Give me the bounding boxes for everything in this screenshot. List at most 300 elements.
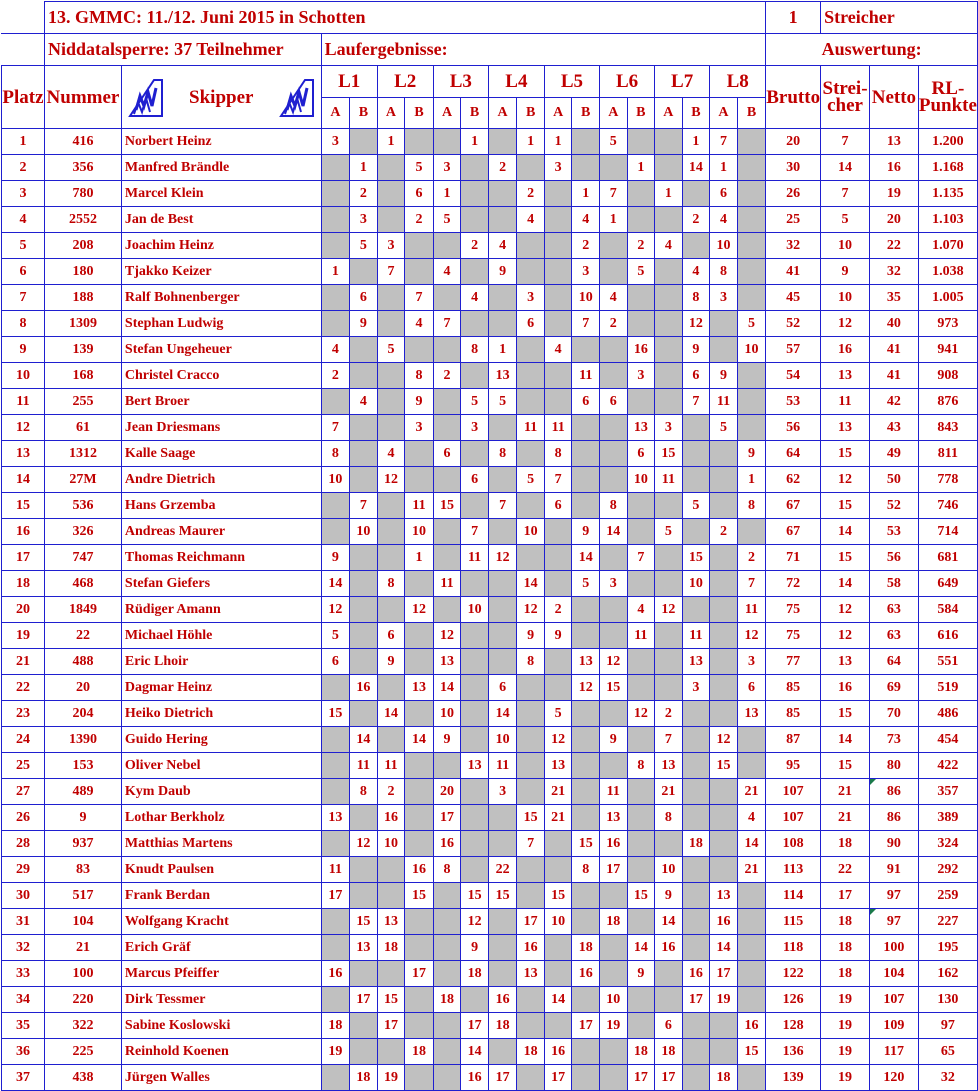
- brutto-cell: 30: [766, 155, 821, 181]
- nummer-cell: 2552: [44, 207, 121, 233]
- table-row: [2, 233, 978, 259]
- race-header-l7: L7: [655, 66, 710, 98]
- result-l3-b: [461, 181, 489, 207]
- result-l7-a: 13: [655, 753, 683, 779]
- result-l1-a: [321, 675, 350, 701]
- result-l6-a: [600, 233, 628, 259]
- netto-cell: 53: [869, 519, 918, 545]
- result-l6-b: 16: [627, 337, 655, 363]
- result-l1-b: 18: [350, 1065, 378, 1091]
- result-l6-a: 3: [600, 571, 628, 597]
- netto-cell: 90: [869, 831, 918, 857]
- result-l8-b: 9: [737, 441, 766, 467]
- result-l8-a: 19: [710, 987, 738, 1013]
- result-l5-b: 5: [572, 571, 600, 597]
- streicher-cell: 15: [821, 701, 870, 727]
- result-l3-a: 2: [433, 363, 461, 389]
- result-l8-b: 4: [737, 805, 766, 831]
- result-l5-b: [572, 597, 600, 623]
- result-l1-a: [321, 935, 350, 961]
- result-l3-a: [433, 961, 461, 987]
- sub-header-l4-a: A: [488, 98, 517, 129]
- result-l8-b: 21: [737, 779, 766, 805]
- col-header-streicher: [821, 66, 870, 129]
- result-l7-a: [655, 545, 683, 571]
- rl-punkte-cell: 162: [918, 961, 977, 987]
- result-l2-a: [377, 519, 405, 545]
- table-row: [2, 623, 978, 649]
- result-l1-b: [350, 363, 378, 389]
- netto-cell: 86: [869, 779, 918, 805]
- result-l2-a: 12: [377, 467, 405, 493]
- result-l8-a: 2: [710, 519, 738, 545]
- result-l8-a: [710, 571, 738, 597]
- result-l3-b: [461, 987, 489, 1013]
- brutto-cell: 71: [766, 545, 821, 571]
- result-l6-b: 2: [627, 233, 655, 259]
- sub-header-l5-a: A: [544, 98, 572, 129]
- netto-cell: 58: [869, 571, 918, 597]
- sub-header-l2-a: A: [377, 98, 405, 129]
- table-row: [2, 857, 978, 883]
- streicher-cell: 12: [821, 467, 870, 493]
- result-l4-a: [488, 519, 517, 545]
- result-l4-a: [488, 909, 517, 935]
- result-l8-b: 12: [737, 623, 766, 649]
- result-l6-b: 11: [627, 623, 655, 649]
- result-l6-a: [600, 961, 628, 987]
- result-l7-b: [682, 519, 710, 545]
- result-l6-b: 14: [627, 935, 655, 961]
- result-l6-b: 6: [627, 441, 655, 467]
- skipper-name: Frank Berdan: [121, 883, 321, 909]
- platz-cell: 27: [2, 779, 45, 805]
- table-row: [2, 805, 978, 831]
- brutto-cell: 26: [766, 181, 821, 207]
- nummer-cell: 188: [44, 285, 121, 311]
- skipper-name: Matthias Martens: [121, 831, 321, 857]
- nummer-cell: 255: [44, 389, 121, 415]
- table-row: [2, 545, 978, 571]
- result-l1-b: 16: [350, 675, 378, 701]
- result-l5-b: [572, 883, 600, 909]
- table-row: [2, 779, 978, 805]
- result-l4-a: 2: [488, 155, 517, 181]
- result-l7-a: [655, 623, 683, 649]
- netto-cell: 63: [869, 623, 918, 649]
- result-l1-b: [350, 415, 378, 441]
- table-row: [2, 1065, 978, 1091]
- table-row: [2, 909, 978, 935]
- result-l3-a: [433, 519, 461, 545]
- result-l7-b: 12: [682, 311, 710, 337]
- skipper-name: Kalle Saage: [121, 441, 321, 467]
- result-l6-a: 14: [600, 519, 628, 545]
- result-l4-b: 4: [517, 207, 545, 233]
- platz-cell: 8: [2, 311, 45, 337]
- brutto-cell: 95: [766, 753, 821, 779]
- rl-punkte-cell: 1.038: [918, 259, 977, 285]
- result-l6-a: 2: [600, 311, 628, 337]
- nummer-cell: 104: [44, 909, 121, 935]
- rl-punkte-cell: 1.005: [918, 285, 977, 311]
- result-l5-b: 10: [572, 285, 600, 311]
- result-l6-b: 18: [627, 1039, 655, 1065]
- table-row: [2, 597, 978, 623]
- result-l6-a: [600, 1065, 628, 1091]
- streicher-cell: 13: [821, 649, 870, 675]
- result-l1-a: 13: [321, 805, 350, 831]
- result-l2-b: [405, 805, 434, 831]
- result-l1-b: 9: [350, 311, 378, 337]
- result-l1-a: 12: [321, 597, 350, 623]
- result-l2-b: [405, 1065, 434, 1091]
- result-l6-b: [627, 571, 655, 597]
- result-l5-b: [572, 701, 600, 727]
- result-l5-b: [572, 909, 600, 935]
- brutto-cell: 20: [766, 129, 821, 155]
- platz-cell: 13: [2, 441, 45, 467]
- result-l4-b: [517, 857, 545, 883]
- result-l7-b: [682, 935, 710, 961]
- result-l2-a: [377, 363, 405, 389]
- rl-punkte-cell: 195: [918, 935, 977, 961]
- streicher-cell: 7: [821, 129, 870, 155]
- result-l4-b: 13: [517, 961, 545, 987]
- streicher-cell: 16: [821, 337, 870, 363]
- table-row: [2, 337, 978, 363]
- result-l8-b: 21: [737, 857, 766, 883]
- result-l1-a: 9: [321, 545, 350, 571]
- result-l3-a: 11: [433, 571, 461, 597]
- result-l1-b: [350, 649, 378, 675]
- result-l5-b: [572, 753, 600, 779]
- table-row: [2, 389, 978, 415]
- result-l5-a: [544, 857, 572, 883]
- result-l3-a: [433, 1039, 461, 1065]
- result-l5-a: [544, 675, 572, 701]
- nummer-cell: 1312: [44, 441, 121, 467]
- result-l6-b: [627, 181, 655, 207]
- result-l7-a: 2: [655, 701, 683, 727]
- brutto-cell: 62: [766, 467, 821, 493]
- result-l1-b: 17: [350, 987, 378, 1013]
- result-l8-a: [710, 467, 738, 493]
- brutto-cell: 77: [766, 649, 821, 675]
- netto-cell: 104: [869, 961, 918, 987]
- result-l3-b: [461, 311, 489, 337]
- result-l2-a: [377, 597, 405, 623]
- result-l2-b: 2: [405, 207, 434, 233]
- result-l1-a: 14: [321, 571, 350, 597]
- result-l1-a: [321, 155, 350, 181]
- result-l4-b: [517, 675, 545, 701]
- result-l2-a: 1: [377, 129, 405, 155]
- result-l1-a: 19: [321, 1039, 350, 1065]
- result-l8-b: [737, 935, 766, 961]
- result-l2-b: 13: [405, 675, 434, 701]
- result-l6-b: 7: [627, 545, 655, 571]
- table-row: [2, 441, 978, 467]
- skipper-name: Manfred Brändle: [121, 155, 321, 181]
- netto-cell: 13: [869, 129, 918, 155]
- result-l1-a: [321, 285, 350, 311]
- result-l4-a: [488, 649, 517, 675]
- result-l6-b: [627, 857, 655, 883]
- streicher-cell: 7: [821, 181, 870, 207]
- result-l3-a: 9: [433, 727, 461, 753]
- skipper-name: Andre Dietrich: [121, 467, 321, 493]
- race-header-l8: L8: [710, 66, 766, 98]
- result-l3-b: [461, 805, 489, 831]
- skipper-name: Rüdiger Amann: [121, 597, 321, 623]
- result-l3-b: [461, 441, 489, 467]
- result-l1-a: 10: [321, 467, 350, 493]
- rl-punkte-cell: 584: [918, 597, 977, 623]
- result-l1-b: [350, 1013, 378, 1039]
- result-l3-b: 7: [461, 519, 489, 545]
- result-l3-a: [433, 753, 461, 779]
- result-l4-a: 11: [488, 753, 517, 779]
- result-l4-b: 16: [517, 935, 545, 961]
- result-l1-a: 18: [321, 1013, 350, 1039]
- result-l7-b: [682, 415, 710, 441]
- streicher-label: Streicher: [821, 2, 978, 34]
- result-l3-b: 13: [461, 753, 489, 779]
- result-l5-b: 16: [572, 961, 600, 987]
- result-l8-a: 16: [710, 909, 738, 935]
- result-l1-a: 6: [321, 649, 350, 675]
- result-l1-b: 6: [350, 285, 378, 311]
- sub-header-l2-b: B: [405, 98, 434, 129]
- result-l6-a: [600, 467, 628, 493]
- result-l8-a: [710, 493, 738, 519]
- result-l3-b: 5: [461, 389, 489, 415]
- result-l5-a: [544, 1013, 572, 1039]
- result-l5-a: 2: [544, 597, 572, 623]
- skipper-name: Knudt Paulsen: [121, 857, 321, 883]
- result-l4-a: 8: [488, 441, 517, 467]
- netto-cell: 50: [869, 467, 918, 493]
- result-l2-b: [405, 129, 434, 155]
- table-row: [2, 311, 978, 337]
- rl-punkte-cell: 422: [918, 753, 977, 779]
- table-row: [2, 727, 978, 753]
- result-l3-a: [433, 389, 461, 415]
- result-l4-b: [517, 1013, 545, 1039]
- netto-cell: 49: [869, 441, 918, 467]
- result-l6-b: [627, 909, 655, 935]
- corner-blank: [2, 2, 45, 34]
- result-l6-b: 5: [627, 259, 655, 285]
- result-l3-b: 3: [461, 415, 489, 441]
- result-l1-b: [350, 259, 378, 285]
- result-l3-b: [461, 259, 489, 285]
- result-l3-a: 8: [433, 857, 461, 883]
- result-l3-b: [461, 623, 489, 649]
- result-l5-b: 2: [572, 233, 600, 259]
- result-l4-b: 8: [517, 649, 545, 675]
- result-l6-a: 10: [600, 987, 628, 1013]
- result-l8-a: [710, 1013, 738, 1039]
- result-l3-b: 17: [461, 1013, 489, 1039]
- result-l6-a: [600, 363, 628, 389]
- streicher-cell: 21: [821, 779, 870, 805]
- result-l6-b: [627, 649, 655, 675]
- sub-header-l7-b: B: [682, 98, 710, 129]
- result-l6-a: [600, 155, 628, 181]
- brutto-cell: 25: [766, 207, 821, 233]
- result-l4-b: 11: [517, 415, 545, 441]
- result-l7-b: [682, 909, 710, 935]
- streicher-cell: 12: [821, 311, 870, 337]
- result-l4-b: 1: [517, 129, 545, 155]
- result-l4-a: 3: [488, 779, 517, 805]
- result-l1-b: 4: [350, 389, 378, 415]
- result-l4-a: [488, 207, 517, 233]
- streicher-cell: 18: [821, 961, 870, 987]
- result-l1-b: 1: [350, 155, 378, 181]
- result-l7-a: [655, 571, 683, 597]
- platz-cell: 20: [2, 597, 45, 623]
- result-l2-b: [405, 779, 434, 805]
- result-l8-a: [710, 805, 738, 831]
- result-l8-b: [737, 519, 766, 545]
- result-l6-a: 12: [600, 649, 628, 675]
- brutto-cell: 54: [766, 363, 821, 389]
- brutto-cell: 57: [766, 337, 821, 363]
- result-l4-b: [517, 441, 545, 467]
- result-l7-b: [682, 805, 710, 831]
- rl-punkte-cell: 1.168: [918, 155, 977, 181]
- brutto-cell: 139: [766, 1065, 821, 1091]
- brutto-cell: 108: [766, 831, 821, 857]
- platz-cell: 7: [2, 285, 45, 311]
- result-l3-a: [433, 935, 461, 961]
- skipper-name: Ralf Bohnenberger: [121, 285, 321, 311]
- table-row: [2, 935, 978, 961]
- result-l6-b: [627, 519, 655, 545]
- result-l2-a: [377, 285, 405, 311]
- result-l8-a: 1: [710, 155, 738, 181]
- result-l8-b: 2: [737, 545, 766, 571]
- netto-cell: 41: [869, 363, 918, 389]
- result-l6-b: 9: [627, 961, 655, 987]
- result-l2-b: [405, 649, 434, 675]
- result-l7-a: [655, 493, 683, 519]
- result-l4-a: 16: [488, 987, 517, 1013]
- result-l4-b: [517, 779, 545, 805]
- result-l2-b: [405, 1013, 434, 1039]
- result-l8-a: 12: [710, 727, 738, 753]
- result-l6-a: 4: [600, 285, 628, 311]
- result-l1-a: 4: [321, 337, 350, 363]
- result-l3-b: 15: [461, 883, 489, 909]
- table-row: [2, 753, 978, 779]
- result-l7-a: 17: [655, 1065, 683, 1091]
- result-l1-b: 7: [350, 493, 378, 519]
- rl-punkte-cell: 1.103: [918, 207, 977, 233]
- table-row: [2, 493, 978, 519]
- result-l7-b: [682, 233, 710, 259]
- netto-cell: 20: [869, 207, 918, 233]
- sub-header-l5-b: B: [572, 98, 600, 129]
- result-l8-b: 11: [737, 597, 766, 623]
- result-l1-b: 10: [350, 519, 378, 545]
- nummer-cell: 139: [44, 337, 121, 363]
- nummer-cell: 322: [44, 1013, 121, 1039]
- result-l3-b: 6: [461, 467, 489, 493]
- result-l4-a: 9: [488, 259, 517, 285]
- result-l6-b: 12: [627, 701, 655, 727]
- table-row: [2, 1039, 978, 1065]
- streicher-cell: 14: [821, 155, 870, 181]
- result-l2-b: [405, 701, 434, 727]
- result-l6-a: 8: [600, 493, 628, 519]
- result-l6-a: 9: [600, 727, 628, 753]
- platz-cell: 16: [2, 519, 45, 545]
- result-l1-a: 5: [321, 623, 350, 649]
- result-l2-a: 15: [377, 987, 405, 1013]
- result-l3-b: 14: [461, 1039, 489, 1065]
- result-l8-b: 5: [737, 311, 766, 337]
- result-l8-a: 8: [710, 259, 738, 285]
- result-l5-a: 11: [544, 415, 572, 441]
- table-row: [2, 1013, 978, 1039]
- result-l8-b: 16: [737, 1013, 766, 1039]
- brutto-cell: 85: [766, 675, 821, 701]
- result-l7-a: [655, 987, 683, 1013]
- col-header-nummer: Nummer: [44, 66, 121, 129]
- result-l8-a: 15: [710, 753, 738, 779]
- netto-cell: 107: [869, 987, 918, 1013]
- result-l8-a: [710, 623, 738, 649]
- brutto-cell: 85: [766, 701, 821, 727]
- brutto-cell: 64: [766, 441, 821, 467]
- result-l8-a: [710, 311, 738, 337]
- result-l7-b: [682, 467, 710, 493]
- result-l4-b: [517, 233, 545, 259]
- result-l1-b: [350, 857, 378, 883]
- result-l1-a: 11: [321, 857, 350, 883]
- skipper-name: Lothar Berkholz: [121, 805, 321, 831]
- rl-punkte-cell: 130: [918, 987, 977, 1013]
- result-l2-a: 11: [377, 753, 405, 779]
- result-l7-a: [655, 363, 683, 389]
- skipper-name: Dirk Tessmer: [121, 987, 321, 1013]
- result-l4-a: [488, 415, 517, 441]
- netto-cell: 40: [869, 311, 918, 337]
- result-l2-a: [377, 493, 405, 519]
- result-l6-a: 5: [600, 129, 628, 155]
- netto-cell: 97: [869, 883, 918, 909]
- result-l8-b: [737, 961, 766, 987]
- skipper-name: Dagmar Heinz: [121, 675, 321, 701]
- result-l2-a: [377, 961, 405, 987]
- result-l5-a: 17: [544, 1065, 572, 1091]
- brutto-cell: 67: [766, 493, 821, 519]
- result-l4-a: [488, 831, 517, 857]
- result-l5-a: [544, 259, 572, 285]
- result-l3-a: 16: [433, 831, 461, 857]
- table-row: [2, 363, 978, 389]
- result-l5-b: [572, 415, 600, 441]
- sub-header-l1-b: B: [350, 98, 378, 129]
- brutto-cell: 107: [766, 779, 821, 805]
- nummer-cell: 20: [44, 675, 121, 701]
- result-l8-b: [737, 727, 766, 753]
- result-l6-b: [627, 779, 655, 805]
